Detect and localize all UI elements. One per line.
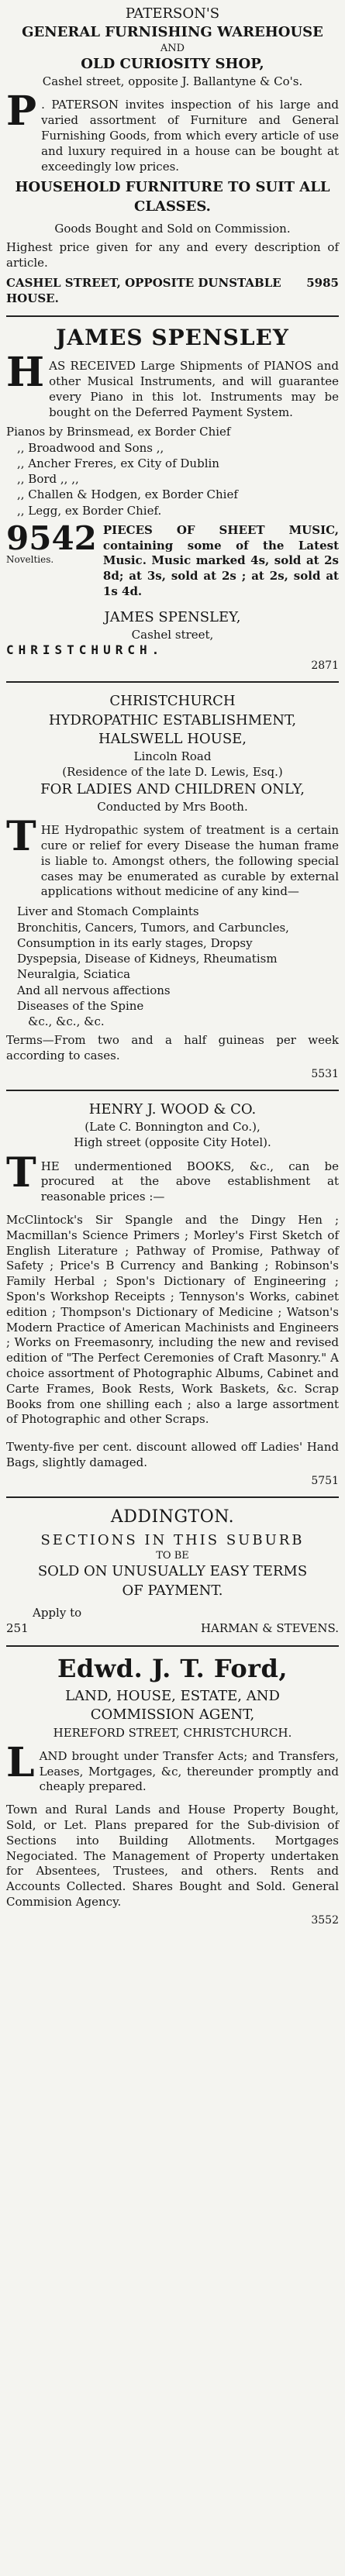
ad-title: JAMES SPENSLEY [56, 325, 289, 351]
ad-intro-block [6, 1149, 339, 1209]
sig-city [6, 642, 339, 657]
ad-subhead: HOUSEHOLD FURNITURE TO SUIT ALL CLASSES. [15, 179, 330, 215]
ad-line: CHRISTCHURCH [109, 693, 236, 710]
ailment-item: Neuralgia, Sciatica [17, 967, 131, 982]
ad-line: Goods Bought and Sold on Commission. [54, 221, 291, 236]
ad-title: GENERAL FURNISHING WAREHOUSE [22, 24, 323, 41]
sig-name: JAMES SPENSLEY, [104, 608, 241, 625]
ad-line: OF PAYMENT. [122, 1582, 223, 1599]
ad-address: High street (opposite City Hotel). [74, 1135, 271, 1150]
ad-agents: HARMAN & STEVENS. [200, 1621, 339, 1636]
ad-body: McClintock's Sir Spangle and the Dingy Hen ; Macmillan's Science Primers ; Morley's First Sketch of English Literature ; Pathway of Promise, Pathway of Safety ; Price's B Currency and Banking ; Robinson's Family Herbal ; Spon's Dictionary of Engineering ; Spon's Workshop Receipts ; Tennyson's Works, cabinet edition ; Thompson's Dictionary of Medicine ; Watson's Modern Practice of American Machinists and Engineers ; Works on Freemasonry, including the new and revised edition of "The Perfect Ceremonies of Craft Masonry." A choice assortment of Photographic Albums, Cabinet and Carte Frames, Book Rests, Work Baskets, &c. Scrap Books from one shilling each ; also a large assortment of Photographic and other Scraps. [6, 1213, 339, 1427]
ad-number: 5751 [311, 1474, 339, 1487]
ad-title: Edwd. J. T. Ford, [57, 1654, 288, 1684]
sheet-count [6, 518, 97, 604]
ad-spensley [6, 326, 339, 672]
divider [6, 1645, 339, 1647]
ad-terms: Terms—From two and a half guineas per week according to cases. [6, 1033, 339, 1063]
ad-paterson [6, 5, 339, 306]
ad-intro-block [6, 88, 339, 178]
sheet-label: Novelties. [6, 553, 54, 565]
ad-title: ADDINGTON. [110, 1507, 235, 1527]
ad-intro-text: AS RECEIVED Large Shipments of PIANOS and other Musical Instruments, and will guarantee every Piano in this lot. Instruments may be bought on the Deferred Payment System. [49, 359, 339, 419]
divider [6, 681, 339, 683]
ad-body: Town and Rural Lands and House Property Bought, Sold, or Let. Plans prepared for the Sub-division of Sections into Building Allotments. Mortgages Negociated. The Management of Property undertaken for Absentees, Trustees, and others. Rents and Accounts Collected. Shares Bought and Sold. General Commision Agency. [6, 1803, 339, 1910]
sig-street: Cashel street, [131, 628, 214, 642]
ad-line: (Residence of the late D. Lewis, Esq.) [62, 765, 283, 780]
ad-intro-block [6, 349, 339, 424]
divider [6, 1496, 339, 1498]
ailment-item: Consumption in its early stages, Dropsy [17, 935, 253, 950]
ad-line: HEREFORD STREET, CHRISTCHURCH. [53, 1725, 292, 1740]
ad-wood [6, 1100, 339, 1487]
piano-line: ,, Bord ,, ,, [17, 472, 79, 487]
ad-intro-text: HE undermentioned BOOKS, &c., can be procured at the above establishment at reasonable prices :— [40, 1159, 339, 1204]
sheet-text: PIECES OF SHEET MUSIC, containing some of the Latest Music. Music marked 4s, sold at 2s 8d; at 3s, sold at 2s ; at 2s, sold at 1s 4d. [102, 522, 339, 598]
ad-address: Cashel street, opposite J. Ballantyne & Co's. [42, 74, 303, 89]
dropcap: H [6, 349, 45, 397]
ad-title: HENRY J. WOOD & CO. [88, 1100, 257, 1118]
ailment-item: Liver and Stomach Complaints [17, 904, 199, 919]
ad-sub: (Late C. Bonnington and Co.), [85, 1120, 260, 1135]
ad-footer [6, 275, 339, 307]
ad-line: LAND, HOUSE, ESTATE, AND [65, 1688, 280, 1705]
ad-number: 3552 [311, 1913, 339, 1927]
ad-number: 5531 [311, 1067, 339, 1080]
divider [6, 1090, 339, 1091]
ad-intro-text: HE Hydropathic system of treatment is a certain cure or relief for every Disease the human frame is liable to. Amongst others, the following special cases may be enumerated as curable by external applications without medicine of any kind— [40, 823, 339, 899]
piano-line: Pianos by Brinsmead, ex Border Chief [6, 425, 231, 439]
piano-list [6, 424, 339, 518]
ad-intro-text: AND brought under Transfer Acts; and Transfers, Leases, Mortgages, &c, thereunder promptly and cheaply prepared. [39, 1748, 339, 1794]
ad-line: Conducted by Mrs Booth. [97, 800, 248, 814]
ad-number: 251 [6, 1621, 29, 1636]
ad-footer-text: CASHEL STREET, OPPOSITE DUNSTABLE HOUSE. [6, 275, 281, 306]
ad-line: SECTIONS IN THIS SUBURB [40, 1531, 305, 1548]
ad-line: Lincoln Road [133, 749, 212, 764]
piano-line: ,, Ancher Freres, ex City of Dublin [17, 456, 219, 470]
ad-and: AND [160, 42, 185, 54]
dropcap: T [6, 813, 36, 861]
ailment-item: Bronchitis, Cancers, Tumors, and Carbuncles, [17, 920, 289, 935]
ad-line: COMMISSION AGENT, [90, 1706, 255, 1724]
ad-line: FOR LADIES AND CHILDREN ONLY, [40, 780, 305, 797]
ad-header: PATERSON'S [125, 5, 220, 22]
sig-city-text: CHRISTCHURCH. [6, 642, 164, 658]
ailment-list [6, 904, 339, 1029]
dropcap: P [6, 88, 37, 136]
ad-subtitle: OLD CURIOSITY SHOP, [81, 55, 264, 72]
dropcap: L [6, 1738, 35, 1786]
ad-intro-block [6, 1738, 339, 1799]
piano-line: ,, Broadwood and Sons ,, [17, 440, 164, 455]
sheet-music-block [6, 518, 339, 604]
ad-footer: Twenty-five per cent. discount allowed off Ladies' Hand Bags, slightly damaged. [6, 1440, 339, 1469]
ad-line: TO BE [156, 1550, 189, 1562]
ad-number: 5985 [306, 275, 339, 290]
ailment-item: Diseases of the Spine [17, 998, 144, 1013]
ailment-item: And all nervous affections [17, 983, 171, 997]
ad-addington [6, 1507, 339, 1637]
divider [6, 315, 339, 317]
ad-intro-text: . PATERSON invites inspection of his large and varied assortment of Furniture and General Furnishing Goods, from which every article of use and luxury required in a house can be bought at exceedingly low prices. [41, 98, 339, 174]
ad-intro-block [6, 813, 339, 904]
ad-line: HALSWELL HOUSE, [98, 730, 247, 747]
ad-apply: Apply to [33, 1605, 82, 1620]
ad-line: SOLD ON UNUSUALLY EASY TERMS [37, 1563, 308, 1580]
ad-agent-line [6, 1620, 339, 1636]
ailment-item: Dyspepsia, Disease of Kidneys, Rheumatism [17, 952, 278, 966]
ad-ford [6, 1656, 339, 1926]
piano-line: ,, Challen & Hodgen, ex Border Chief [17, 487, 238, 502]
ad-hydropathic [6, 692, 339, 1080]
ad-number: 2871 [311, 659, 339, 673]
piano-line: ,, Legg, ex Border Chief. [17, 503, 162, 518]
ad-line: HYDROPATHIC ESTABLISHMENT, [48, 711, 297, 728]
ailment-item: &c., &c., &c. [28, 1014, 105, 1028]
ad-line: Highest price given for any and every description of article. [6, 240, 339, 270]
sheet-num: 9542 [6, 518, 97, 557]
dropcap: T [6, 1149, 36, 1197]
